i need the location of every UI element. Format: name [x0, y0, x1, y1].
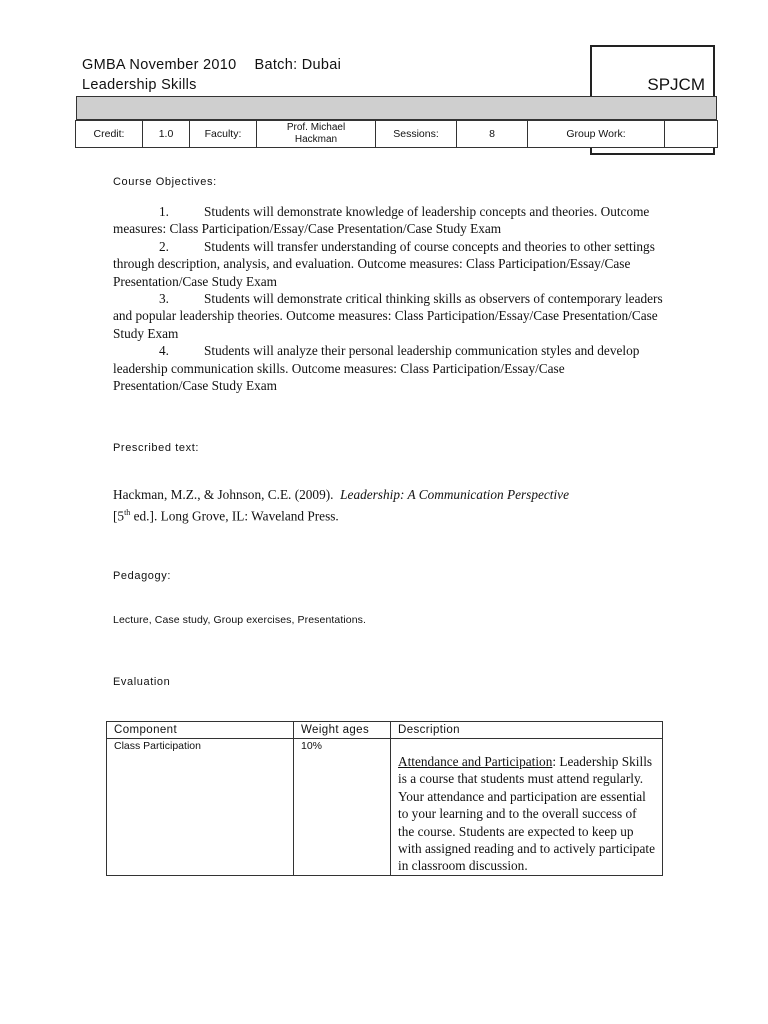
- faculty-label: Faculty:: [190, 121, 257, 148]
- credit-label: Credit:: [76, 121, 143, 148]
- prescribed-reference: [113, 486, 673, 524]
- reference-authors: Hackman, M.Z., & Johnson, C.E. (2009).: [113, 487, 334, 502]
- objective-number: 2.: [159, 238, 169, 254]
- objective-rest: develop leadership communication skills. Outcome measures: Class Participation/Essay/Case Presentation/Case Study Exam: [113, 343, 640, 394]
- objective-item: [113, 238, 663, 290]
- evaluation-heading: Evaluation: [113, 676, 171, 688]
- course-title: Leadership Skills: [82, 77, 197, 93]
- objective-number: 1.: [159, 204, 169, 219]
- group-work-label: Group Work:: [528, 121, 665, 148]
- description-cell: [391, 739, 663, 876]
- description-title: Attendance and Participation: [398, 754, 553, 769]
- objective-item: [113, 203, 663, 238]
- reference-publisher: ed.]. Long Grove, IL: Waveland Press.: [130, 507, 339, 523]
- prescribed-heading: Prescribed text:: [113, 442, 200, 454]
- pedagogy-heading: Pedagogy:: [113, 570, 171, 582]
- header-program-line: [82, 57, 341, 73]
- reference-edition-sup: th: [124, 507, 131, 517]
- batch-label: Batch: Dubai: [254, 57, 342, 73]
- program-name: GMBA November 2010: [82, 57, 237, 73]
- pedagogy-text: Lecture, Case study, Group exercises, Presentations.: [113, 614, 367, 626]
- objective-number: 4.: [159, 343, 169, 359]
- objective-rest: Outcome measures: Class Participation/Essay/Case Presentation/Case Study Exam: [113, 204, 650, 237]
- header-grey-bar: [76, 96, 717, 120]
- column-header-weight: Weight ages: [294, 722, 391, 739]
- course-info-row: [76, 121, 718, 148]
- objective-first-line: Students will demonstrate critical thinking skills as observers of: [204, 291, 545, 307]
- description-text: : Leadership Skills is a course that students must attend regularly. Your attendance and participation are essential to your learning and to the overall success of the course. Students are expected to keep up with assigned reading and to actively participate in classroom discussion.: [398, 754, 655, 874]
- objective-item: [113, 342, 663, 394]
- evaluation-table: [106, 721, 663, 876]
- objective-first-line: Students will analyze their personal leadership communication styles and: [204, 343, 594, 359]
- school-name: SPJCM: [647, 75, 705, 94]
- sessions-value: 8: [457, 121, 528, 148]
- reference-edition-open: [5: [113, 507, 125, 523]
- column-header-description: Description: [391, 722, 663, 739]
- weight-cell: 10%: [294, 739, 391, 876]
- objective-rest: other settings through description, analysis, and evaluation. Outcome measures: Class Participation/Essay/Case Presentation/Case Study Exam: [113, 238, 655, 289]
- group-work-value: [665, 121, 718, 148]
- objective-first-line: Students will demonstrate knowledge of leadership concepts and theories.: [204, 204, 598, 219]
- component-cell: Class Participation: [107, 739, 294, 876]
- faculty-name-line2: Hackman: [294, 134, 338, 145]
- objective-rest: contemporary leaders and popular leadership theories. Outcome measures: Class Participation/Essay/Case Presentation/Case Study Exam: [113, 291, 663, 341]
- objective-item: [113, 290, 663, 342]
- faculty-name-line1: Prof. Michael: [286, 122, 346, 133]
- evaluation-header-row: [107, 722, 663, 739]
- reference-title: Leadership: A Communication Perspective: [340, 487, 569, 502]
- faculty-name: [257, 121, 376, 148]
- sessions-label: Sessions:: [376, 121, 457, 148]
- table-row: [107, 739, 663, 876]
- objectives-heading: Course Objectives:: [113, 176, 217, 188]
- objective-number: 3.: [159, 291, 169, 307]
- credit-value: 1.0: [143, 121, 190, 148]
- objectives-list: [113, 203, 663, 394]
- objective-first-line: Students will transfer understanding of course concepts and theories to: [204, 238, 581, 254]
- course-info-table: [75, 120, 718, 148]
- column-header-component: Component: [107, 722, 294, 739]
